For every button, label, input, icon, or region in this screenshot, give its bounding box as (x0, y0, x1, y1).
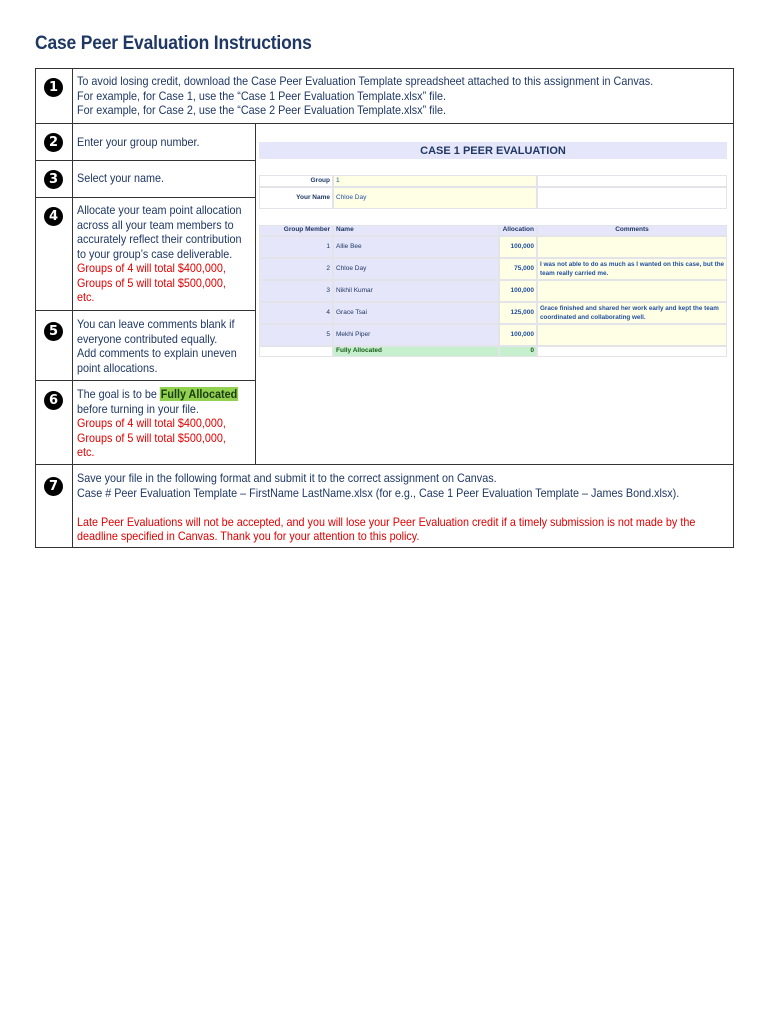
member-number: 2 (259, 258, 333, 280)
column-divider (255, 123, 256, 464)
step-1-badge: 1 (44, 78, 63, 97)
member-number: 5 (259, 324, 333, 346)
your-name-value: Chloe Day (333, 187, 537, 209)
step-2-text: Enter your group number. (77, 135, 200, 149)
step-1-line: For example, for Case 1, use the “Case 1 Peer Evaluation Template.xlsx” file. (77, 88, 446, 103)
step-7-line: Case # Peer Evaluation Template – FirstName LastName.xlsx (for e.g., Case 1 Peer Evaluation Template – James Bond.xlsx). (77, 485, 680, 500)
member-comment (537, 236, 727, 258)
step-5-text (77, 317, 237, 375)
row-divider (35, 197, 255, 198)
member-allocation: 100,000 (499, 280, 537, 302)
step-6-badge: 6 (44, 391, 63, 410)
row-divider (35, 160, 255, 161)
member-comment: I was not able to do as much as I wanted on this case, but the team really carried me. (537, 258, 727, 280)
step-4-line: to your group’s case deliverable. (77, 246, 233, 261)
row-divider (35, 464, 734, 465)
step-6-red-line: Groups of 4 will total $400,000, (77, 416, 226, 430)
page-title: Case Peer Evaluation Instructions (35, 33, 312, 54)
step-5-line: Add comments to explain uneven (77, 346, 237, 360)
step-4-red-line: Groups of 4 will total $400,000, (77, 261, 226, 275)
fully-allocated-value: 0 (499, 346, 537, 357)
name-spacer (537, 187, 727, 209)
step-7-red-line: deadline specified in Canvas. Thank you for your attention to this policy. (77, 529, 420, 543)
member-number: 3 (259, 280, 333, 302)
member-comment (537, 280, 727, 302)
step-6-text (77, 387, 238, 460)
member-name: Grace Tsai (333, 302, 499, 324)
step-7-red-line: Late Peer Evaluations will not be accepted, and you will lose your Peer Evaluation credit if a timely submission is not made by the (77, 514, 696, 529)
member-name: Nikhil Kumar (333, 280, 499, 302)
step-7-line: Save your file in the following format and submit it to the correct assignment on Canvas. (77, 471, 497, 485)
member-number: 4 (259, 302, 333, 324)
step-4-text (77, 203, 242, 305)
step-1-line: For example, for Case 2, use the “Case 2 Peer Evaluation Template.xlsx” file. (77, 103, 446, 117)
spreadsheet-title: CASE 1 PEER EVALUATION (259, 142, 727, 159)
step-5-badge: 5 (44, 322, 63, 341)
row-divider (35, 310, 255, 311)
step-6-red-line: etc. (77, 445, 95, 459)
step-4-line: Allocate your team point allocation (77, 203, 242, 217)
step-4-red-line: etc. (77, 290, 95, 304)
member-number: 1 (259, 236, 333, 258)
column-divider (72, 68, 73, 548)
member-allocation: 100,000 (499, 236, 537, 258)
group-spacer (537, 175, 727, 187)
member-comment: Grace finished and shared her work early and kept the team coordinated and collaborating well. (537, 302, 727, 324)
header-allocation: Allocation (499, 225, 537, 236)
member-allocation: 100,000 (499, 324, 537, 346)
member-name: Mekhi Piper (333, 324, 499, 346)
step-1-line: To avoid losing credit, download the Case Peer Evaluation Template spreadsheet attached to this assignment in Canvas. (77, 74, 654, 88)
step-6-line: before turning in your file. (77, 401, 199, 416)
header-name: Name (333, 225, 499, 236)
header-comments: Comments (537, 225, 727, 236)
footer-spacer (259, 346, 333, 357)
member-name: Chloe Day (333, 258, 499, 280)
footer-comment-spacer (537, 346, 727, 357)
member-name: Allie Bee (333, 236, 499, 258)
step-6-prefix: The goal is to be (77, 387, 160, 401)
step-2-badge: 2 (44, 133, 63, 152)
step-5-line: You can leave comments blank if (77, 317, 235, 331)
step-5-line: everyone contributed equally. (77, 331, 218, 346)
step-4-red-line: Groups of 5 will total $500,000, (77, 275, 226, 290)
member-allocation: 125,000 (499, 302, 537, 324)
group-value: 1 (333, 175, 537, 187)
row-divider (35, 123, 734, 124)
step-3-badge: 3 (44, 170, 63, 189)
step-5-line: point allocations. (77, 360, 158, 375)
step-4-badge: 4 (44, 207, 63, 226)
step-6-line (77, 387, 238, 402)
step-4-line: across all your team members to (77, 217, 234, 232)
step-3-text: Select your name. (77, 171, 165, 185)
member-comment (537, 324, 727, 346)
group-label: Group (259, 175, 333, 187)
fully-allocated-highlight: Fully Allocated (160, 387, 238, 401)
step-4-line: accurately reflect their contribution (77, 232, 242, 246)
step-7-badge: 7 (44, 477, 63, 496)
step-6-red-line: Groups of 5 will total $500,000, (77, 430, 226, 445)
step-7-text (77, 471, 695, 544)
step-1-text (77, 74, 653, 118)
header-group-member: Group Member (259, 225, 333, 236)
fully-allocated-label: Fully Allocated (333, 346, 499, 357)
your-name-label: Your Name (259, 187, 333, 209)
member-allocation: 75,000 (499, 258, 537, 280)
row-divider (35, 380, 255, 381)
